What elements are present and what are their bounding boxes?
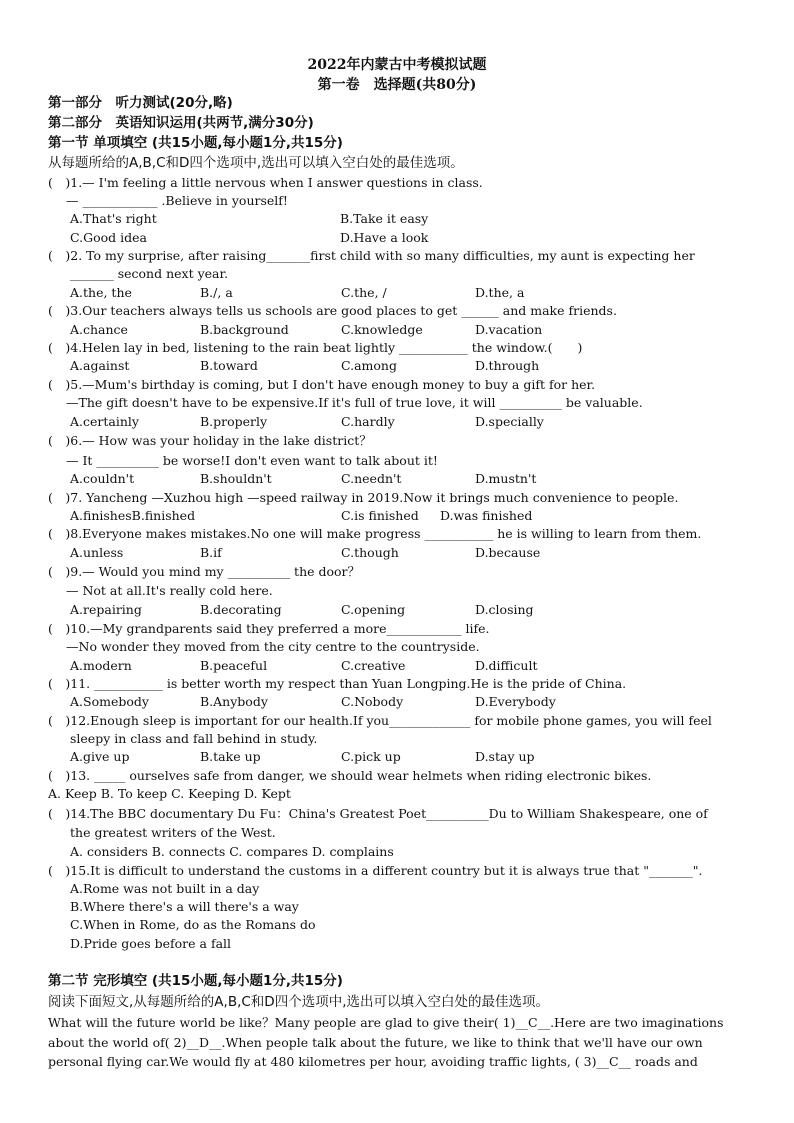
section2-instructions: 阅读下面短文,从每题所给的A,B,C和D四个选项中,选出可以填入空白处的最佳选项。 xyxy=(48,994,549,1010)
question-6-option-a: A.couldn't xyxy=(70,471,135,486)
question-5-stem-cont: —The gift doesn't have to be expensive.If it's full of true love, it will __________ be valuable. xyxy=(66,395,643,410)
question-1-option-c: C.Good idea xyxy=(70,230,147,245)
exam-subtitle: 第一卷 选择题(共80分) xyxy=(317,77,477,93)
question-3-option-c: C.knowledge xyxy=(341,322,423,337)
question-9-option-a: A.repairing xyxy=(70,602,142,617)
question-9-stem: ( )9.— Would you mind my __________ the door？ xyxy=(48,564,361,579)
question-1-option-d: D.Have a look xyxy=(340,230,429,245)
question-1-option-a: A.That's right xyxy=(70,211,157,226)
section2-heading: 第二节 完形填空 (共15小题,每小题1分,共15分) xyxy=(48,973,343,989)
question-13-stem: ( )13. _____ ourselves safe from danger, we should wear helmets when riding electronic bikes. xyxy=(48,768,652,783)
question-3-option-d: D.vacation xyxy=(475,322,543,337)
question-7-stem: ( )7. Yancheng —Xuzhou high —speed railway in 2019.Now it brings much convenience to people. xyxy=(48,490,679,505)
part1-heading: 第一部分 听力测试(20分,略) xyxy=(48,95,233,111)
question-12-option-d: D.stay up xyxy=(475,749,535,764)
question-10-option-c: C.creative xyxy=(341,658,406,673)
question-2-option-b: B./, a xyxy=(200,285,233,300)
question-7-option-d: D.was finished xyxy=(440,508,533,523)
question-8-option-a: A.unless xyxy=(70,545,124,560)
question-15-option-c: C.When in Rome, do as the Romans do xyxy=(70,917,316,932)
question-13-options: A. Keep B. To keep C. Keeping D. Kept xyxy=(48,786,291,801)
question-10-option-d: D.difficult xyxy=(475,658,538,673)
question-3-option-a: A.chance xyxy=(70,322,128,337)
question-15-stem: ( )15.It is difficult to understand the customs in a different country but it is always true that "_______". xyxy=(48,863,703,878)
question-5-option-a: A.certainly xyxy=(70,414,139,429)
passage-line-1: What will the future world be like？Many people are glad to give their( 1)__C__.Here are two imaginations xyxy=(48,1015,724,1030)
question-5-option-c: C.hardly xyxy=(341,414,395,429)
exam-title: 2022年内蒙古中考模拟试题 xyxy=(307,57,487,73)
question-15-option-b: B.Where there's a will there's a way xyxy=(70,899,299,914)
question-6-option-d: D.mustn't xyxy=(475,471,537,486)
question-5-option-b: B.properly xyxy=(200,414,268,429)
question-12-option-c: C.pick up xyxy=(341,749,401,764)
question-14-options: A. considers B. connects C. compares D. complains xyxy=(70,844,394,859)
passage-line-3: personal flying car.We would fly at 480 kilometres per hour, avoiding traffic lights, ( 3)__C__ roads and xyxy=(48,1054,698,1069)
question-5-option-d: D.specially xyxy=(475,414,544,429)
question-4-option-a: A.against xyxy=(70,358,130,373)
question-2-option-a: A.the, the xyxy=(70,285,132,300)
question-10-option-a: A.modern xyxy=(70,658,132,673)
question-2-stem: ( )2. To my surprise, after raising_______first child with so many difficulties, my aunt is expecting her xyxy=(48,248,695,263)
question-11-option-b: B.Anybody xyxy=(200,694,268,709)
question-2-option-d: D.the, a xyxy=(475,285,525,300)
question-8-stem: ( )8.Everyone makes mistakes.No one will make progress ___________ he is willing to learn from them. xyxy=(48,526,702,541)
question-4-stem: ( )4.Helen lay in bed, listening to the rain beat lightly ___________ the window.( ) xyxy=(48,340,583,355)
question-9-option-d: D.closing xyxy=(475,602,534,617)
question-11-option-a: A.Somebody xyxy=(70,694,149,709)
question-11-option-d: D.Everybody xyxy=(475,694,556,709)
question-3-stem: ( )3.Our teachers always tells us schools are good places to get ______ and make friends. xyxy=(48,303,617,318)
section1-instructions: 从每题所给的A,B,C和D四个选项中,选出可以填入空白处的最佳选项。 xyxy=(48,155,464,171)
question-10-stem: ( )10.—My grandparents said they preferred a more____________ life. xyxy=(48,621,490,636)
question-4-option-b: B.toward xyxy=(200,358,258,373)
question-14-stem: ( )14.The BBC documentary Du Fu：China's Greatest Poet__________Du to William Shakespeare, one of xyxy=(48,806,708,821)
question-5-stem: ( )5.—Mum's birthday is coming, but I don't have enough money to buy a gift for her. xyxy=(48,377,596,392)
question-8-option-c: C.though xyxy=(341,545,399,560)
question-3-option-b: B.background xyxy=(200,322,289,337)
question-9-option-c: C.opening xyxy=(341,602,406,617)
question-12-stem-cont: sleepy in class and fall behind in study. xyxy=(70,731,318,746)
question-8-option-b: B.if xyxy=(200,545,222,560)
question-1-option-b: B.Take it easy xyxy=(340,211,429,226)
question-14-stem-cont: the greatest writers of the West. xyxy=(70,825,276,840)
question-7-option-c: C.is finished xyxy=(341,508,419,523)
question-10-stem-cont: —No wonder they moved from the city centre to the countryside. xyxy=(66,639,480,654)
question-6-option-c: C.needn't xyxy=(341,471,402,486)
question-11-stem: ( )11. ___________ is better worth my respect than Yuan Longping.He is the pride of China. xyxy=(48,676,627,691)
question-2-option-c: C.the, / xyxy=(341,285,387,300)
question-4-option-d: D.through xyxy=(475,358,540,373)
question-11-option-c: C.Nobody xyxy=(341,694,404,709)
question-1-stem-cont: — ____________ .Believe in yourself! xyxy=(66,193,288,208)
question-7-option-ab: A.finishesB.finished xyxy=(70,508,196,523)
question-12-option-b: B.take up xyxy=(200,749,261,764)
question-10-option-b: B.peaceful xyxy=(200,658,268,673)
question-12-option-a: A.give up xyxy=(70,749,130,764)
question-2-stem-cont: _______ second next year. xyxy=(70,266,229,281)
question-9-stem-cont: — Not at all.It's really cold here. xyxy=(66,583,273,598)
question-15-option-a: A.Rome was not built in a day xyxy=(70,881,260,896)
question-1-stem: ( )1.— I'm feeling a little nervous when I answer questions in class. xyxy=(48,175,483,190)
question-8-option-d: D.because xyxy=(475,545,541,560)
question-6-stem-cont: — It __________ be worse!I don't even want to talk about it! xyxy=(66,453,438,468)
question-9-option-b: B.decorating xyxy=(200,602,282,617)
section1-heading: 第一节 单项填空 (共15小题,每小题1分,共15分) xyxy=(48,135,343,151)
question-6-option-b: B.shouldn't xyxy=(200,471,272,486)
question-12-stem: ( )12.Enough sleep is important for our health.If you_____________ for mobile phone games, you will feel xyxy=(48,713,712,728)
passage-line-2: about the world of( 2)__D__.When people talk about the future, we like to think that we'll have our own xyxy=(48,1035,703,1050)
question-6-stem: ( )6.— How was your holiday in the lake district？ xyxy=(48,433,372,448)
question-4-option-c: C.among xyxy=(341,358,397,373)
part2-heading: 第二部分 英语知识运用(共两节,满分30分) xyxy=(48,115,314,131)
question-15-option-d: D.Pride goes before a fall xyxy=(70,936,232,951)
